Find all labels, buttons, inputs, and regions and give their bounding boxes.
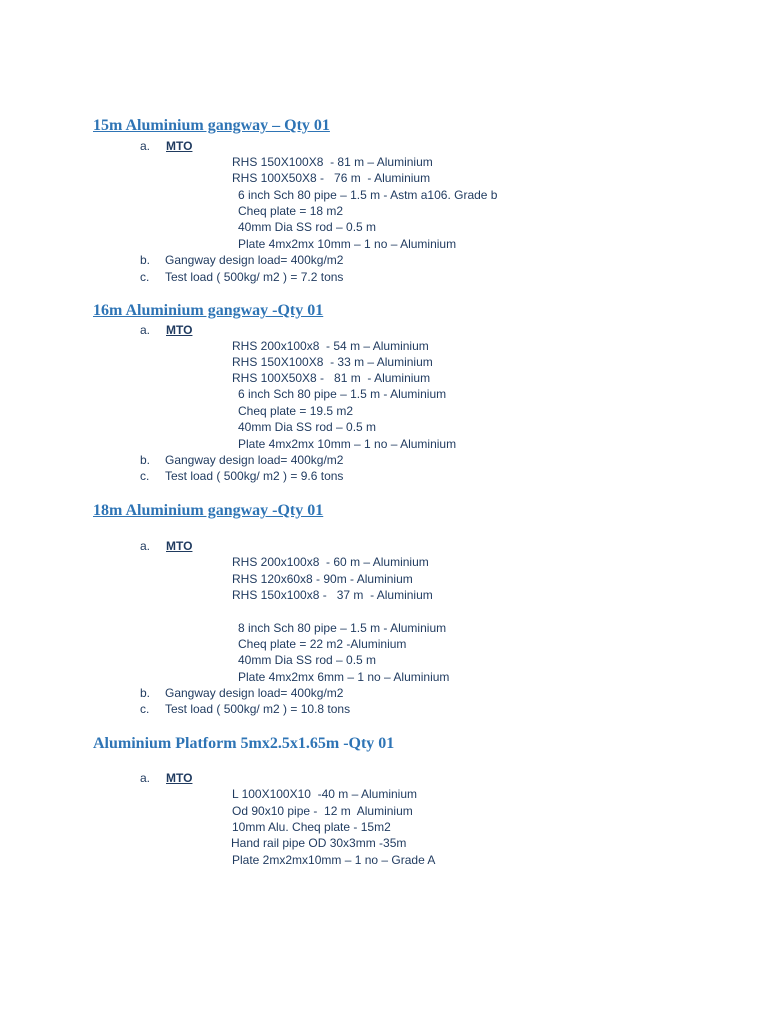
section-1-item-b-marker: b. [140, 253, 151, 267]
section-1-title: 15m Aluminium gangway – Qty 01 [93, 117, 330, 134]
section-1-material-2: RHS 100X50X8 - 76 m - Aluminium [232, 171, 431, 185]
section-2-design-load: Gangway design load= 400kg/m2 [165, 453, 344, 467]
section-3-mto-label: MTO [166, 539, 193, 553]
section-1-material-1: RHS 150X100X8 - 81 m – Aluminium [232, 155, 433, 169]
section-1-material-3: 6 inch Sch 80 pipe – 1.5 m - Astm a106. Grade b [238, 188, 498, 202]
section-3-material-3: RHS 150x100x8 - 37 m - Aluminium [232, 588, 433, 602]
section-1-material-6: Plate 4mx2mx 10mm – 1 no – Aluminium [238, 237, 457, 251]
section-3-title: 18m Aluminium gangway -Qty 01 [93, 502, 324, 519]
section-3-item-b-marker: b. [140, 686, 151, 700]
section-2-material-2: RHS 150X100X8 - 33 m – Aluminium [232, 355, 433, 369]
section-2-title: 16m Aluminium gangway -Qty 01 [93, 302, 324, 319]
section-3-test-load: Test load ( 500kg/ m2 ) = 10.8 tons [165, 702, 351, 716]
section-3-material-6: 40mm Dia SS rod – 0.5 m [238, 653, 377, 667]
section-1-design-load: Gangway design load= 400kg/m2 [165, 253, 344, 267]
section-3-material-4: 8 inch Sch 80 pipe – 1.5 m - Aluminium [238, 621, 447, 635]
section-2-material-1: RHS 200x100x8 - 54 m – Aluminium [232, 339, 429, 353]
section-4-material-5: Plate 2mx2mx10mm – 1 no – Grade A [232, 853, 436, 867]
section-2-test-load: Test load ( 500kg/ m2 ) = 9.6 tons [165, 469, 344, 483]
section-1-item-c-marker: c. [140, 270, 150, 284]
section-2-material-5: Cheq plate = 19.5 m2 [238, 404, 354, 418]
section-1-material-4: Cheq plate = 18 m2 [238, 204, 344, 218]
section-3-material-7: Plate 4mx2mx 6mm – 1 no – Aluminium [238, 670, 450, 684]
section-3-material-1: RHS 200x100x8 - 60 m – Aluminium [232, 555, 429, 569]
section-1-material-5: 40mm Dia SS rod – 0.5 m [238, 220, 377, 234]
section-4-material-3: 10mm Alu. Cheq plate - 15m2 [232, 820, 391, 834]
section-1-mto-label: MTO [166, 139, 193, 153]
section-3-design-load: Gangway design load= 400kg/m2 [165, 686, 344, 700]
section-4-material-2: Od 90x10 pipe - 12 m Aluminium [232, 804, 413, 818]
section-2-material-7: Plate 4mx2mx 10mm – 1 no – Aluminium [238, 437, 457, 451]
section-2-mto-label: MTO [166, 323, 193, 337]
section-3-material-5: Cheq plate = 22 m2 -Aluminium [238, 637, 407, 651]
section-3-item-a-marker: a. [140, 539, 151, 553]
section-3-item-c-marker: c. [140, 702, 150, 716]
section-2-item-a-marker: a. [140, 323, 151, 337]
section-2-item-b-marker: b. [140, 453, 151, 467]
section-4-title: Aluminium Platform 5mx2.5x1.65m -Qty 01 [93, 735, 395, 752]
section-4-item-a-marker: a. [140, 771, 151, 785]
section-2-material-6: 40mm Dia SS rod – 0.5 m [238, 420, 377, 434]
section-4-mto-label: MTO [166, 771, 193, 785]
section-4-material-1: L 100X100X10 -40 m – Aluminium [232, 787, 417, 801]
section-3-material-2: RHS 120x60x8 - 90m - Aluminium [232, 572, 413, 586]
section-4-material-4: Hand rail pipe OD 30x3mm -35m [231, 836, 407, 850]
section-2-item-c-marker: c. [140, 469, 150, 483]
section-2-material-4: 6 inch Sch 80 pipe – 1.5 m - Aluminium [238, 387, 447, 401]
section-1-item-a-marker: a. [140, 139, 151, 153]
section-1-test-load: Test load ( 500kg/ m2 ) = 7.2 tons [165, 270, 344, 284]
section-2-material-3: RHS 100X50X8 - 81 m - Aluminium [232, 371, 431, 385]
